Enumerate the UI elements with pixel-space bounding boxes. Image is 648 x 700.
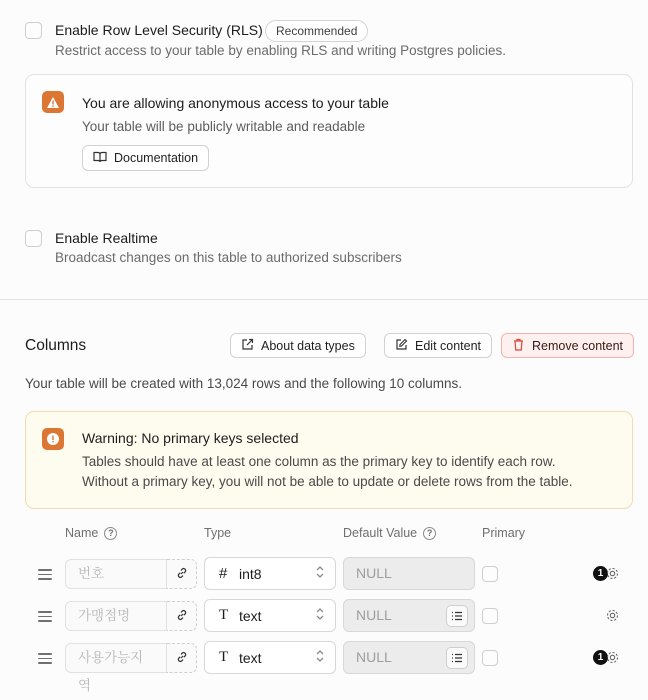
edit-content-button[interactable] — [384, 333, 492, 358]
type-icon: T — [219, 649, 229, 665]
documentation-label: Documentation — [114, 151, 199, 165]
name-column-header — [65, 526, 117, 540]
anonymous-alert-body: Your table will be publicly writable and readable — [82, 119, 366, 134]
documentation-button[interactable] — [82, 145, 209, 171]
list-icon — [451, 650, 463, 666]
column-type-select[interactable] — [204, 557, 336, 590]
columns-heading: Columns — [25, 337, 87, 354]
default-value-header-label: Default Value — [343, 526, 418, 540]
primary-key-checkbox[interactable] — [482, 566, 498, 582]
list-icon — [451, 608, 463, 624]
section-divider — [0, 299, 648, 300]
suggestions-list-button[interactable] — [446, 605, 468, 627]
name-header-label: Name — [65, 526, 99, 540]
type-header-label: Type — [204, 526, 232, 540]
link-icon — [176, 650, 188, 666]
notification-badge: 1 — [593, 566, 608, 581]
type-value: int8 — [239, 565, 262, 582]
type-value: text — [239, 607, 262, 624]
trash-icon — [512, 338, 525, 354]
foreign-key-link-button[interactable] — [167, 601, 197, 631]
primary-key-warning — [25, 411, 633, 509]
column-type-select[interactable] — [204, 641, 336, 674]
suggestions-list-button[interactable] — [446, 647, 468, 669]
columns-summary: Your table will be created with 13,024 rows and the following 10 columns. — [25, 376, 463, 391]
about-data-types-button[interactable] — [230, 333, 366, 358]
warning-circle-icon — [42, 428, 64, 450]
book-icon — [93, 151, 107, 166]
primary-column-header — [482, 526, 525, 540]
default-value-input[interactable]: NULL — [343, 641, 475, 674]
external-link-icon — [241, 338, 254, 354]
edit-icon — [395, 338, 408, 354]
warning-title: Warning: No primary keys selected — [82, 430, 299, 446]
type-icon: T — [219, 607, 229, 623]
table-row — [0, 599, 648, 633]
warning-line-1: Tables should have at least one column as the primary key to identify each row. — [82, 454, 556, 469]
about-data-types-label: About data types — [261, 338, 355, 353]
gear-icon[interactable] — [605, 650, 620, 668]
primary-header-label: Primary — [482, 526, 526, 540]
gear-icon[interactable] — [605, 608, 620, 626]
type-icon: # — [219, 565, 228, 582]
chevron-up-down-icon — [315, 649, 325, 666]
warning-line-2: Without a primary key, you will not be able to update or delete rows from the table. — [82, 474, 573, 489]
remove-content-label: Remove content — [532, 338, 624, 353]
default-value-input[interactable]: NULL — [343, 557, 475, 590]
anonymous-alert-title: You are allowing anonymous access to your table — [82, 95, 389, 111]
type-column-header — [204, 526, 231, 540]
gear-icon[interactable] — [605, 566, 620, 584]
foreign-key-link-button[interactable] — [167, 643, 197, 673]
table-row — [0, 557, 648, 591]
realtime-title: Enable Realtime — [55, 230, 158, 246]
chevron-up-down-icon — [315, 607, 325, 624]
edit-content-label: Edit content — [415, 338, 482, 353]
link-icon — [176, 566, 188, 582]
rls-description: Restrict access to your table by enabling RLS and writing Postgres policies. — [55, 43, 506, 58]
realtime-description: Broadcast changes on this table to authorized subscribers — [55, 250, 402, 265]
default-value-input[interactable]: NULL — [343, 599, 475, 632]
anonymous-access-alert — [25, 74, 633, 188]
foreign-key-link-button[interactable] — [167, 559, 197, 589]
primary-key-checkbox[interactable] — [482, 650, 498, 666]
rls-title: Enable Row Level Security (RLS) — [55, 22, 263, 38]
link-icon — [176, 608, 188, 624]
realtime-checkbox[interactable] — [25, 230, 42, 247]
default-value-column-header — [343, 526, 436, 540]
drag-handle-icon[interactable] — [38, 611, 52, 625]
table-row — [0, 641, 648, 693]
column-name-input[interactable]: 번호 — [65, 559, 167, 589]
help-icon[interactable]: ? — [104, 527, 117, 540]
primary-key-checkbox[interactable] — [482, 608, 498, 624]
chevron-up-down-icon — [315, 565, 325, 582]
recommended-badge: Recommended — [265, 20, 368, 42]
column-name-input[interactable]: 사용가능지역 — [65, 643, 167, 673]
remove-content-button[interactable] — [501, 333, 634, 358]
rls-checkbox[interactable] — [25, 22, 42, 39]
drag-handle-icon[interactable] — [38, 653, 52, 667]
column-type-select[interactable] — [204, 599, 336, 632]
type-value: text — [239, 649, 262, 666]
notification-badge: 1 — [593, 650, 608, 665]
drag-handle-icon[interactable] — [38, 569, 52, 583]
column-name-input[interactable]: 가맹점명 — [65, 601, 167, 631]
help-icon[interactable]: ? — [423, 527, 436, 540]
warning-triangle-icon — [42, 91, 64, 113]
